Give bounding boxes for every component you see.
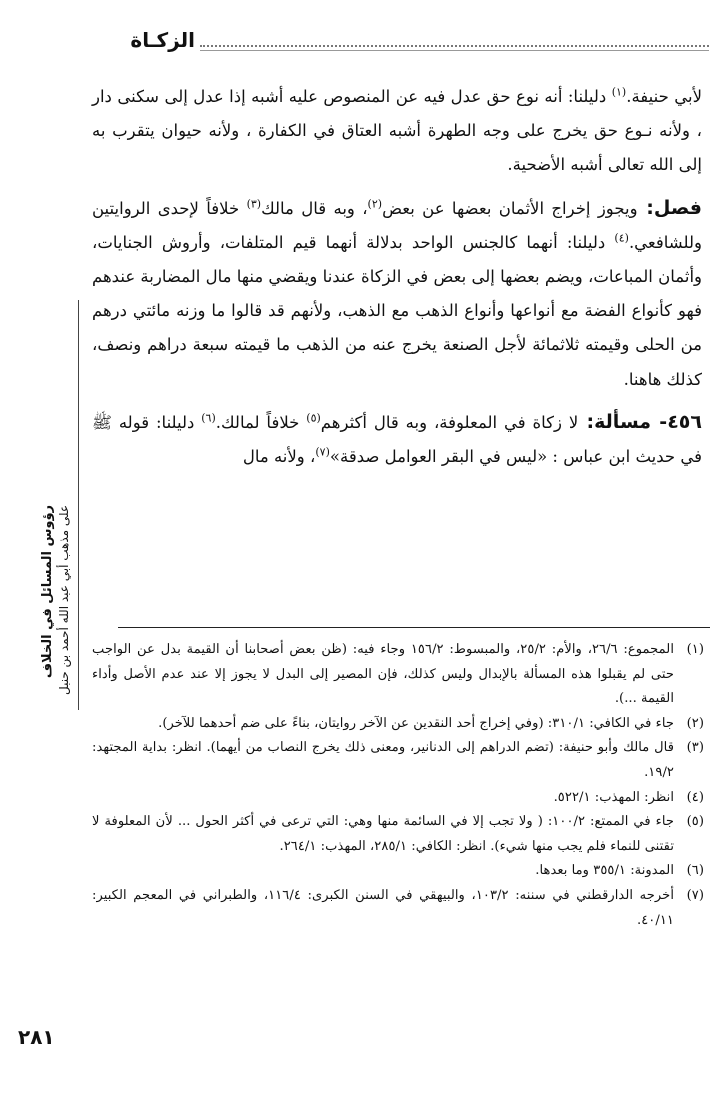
paragraph-text: ، وبه قال مالك: [261, 198, 368, 218]
footnote-text: أخرجه الدارقطني في سننه: ١٠٣/٢، والبيهقي في السنن الكبرى: ١١٦/٤، والطبراني في المعجم الكبير: ٤٠/١١.: [92, 887, 674, 928]
footnote-divider: [118, 627, 710, 628]
footnote-number: (٢): [686, 715, 704, 731]
footnote: [92, 638, 704, 712]
footnote: [92, 810, 704, 859]
page-number: ٢٨١: [18, 1025, 55, 1049]
paragraph-text: خلافاً لإحدى الروايتين وللشافعي.: [92, 198, 702, 252]
paragraph: [92, 191, 702, 397]
running-sidebar: [28, 300, 88, 720]
footnote-text: انظر: المهذب: ٥٢٢/١.: [553, 789, 674, 805]
footnote: [92, 786, 704, 811]
footnote: [92, 736, 704, 785]
paragraph-text: لا زكاة في المعلوفة، وبه قال أكثرهم: [320, 412, 579, 432]
footnote-ref: (٢): [367, 197, 383, 211]
footnote: [92, 884, 704, 933]
footnote-text: جاء في الكافي: ٣١٠/١: (وفي إخراج أحد النقدين عن الآخر روايتان، بناءً على ضم أحدهما للآخر).: [158, 715, 674, 731]
paragraph: [92, 405, 702, 474]
paragraph-text: ويجوز إخراج الأثمان بعضها عن بعض: [382, 198, 638, 218]
header-divider: [200, 45, 709, 47]
footnote-ref: (٣): [246, 197, 262, 211]
footnote-number: (٤): [686, 789, 704, 805]
sidebar-subtitle: على مذهب أبي عبد الله أحمد بن حنبل: [57, 504, 71, 695]
footnote: [92, 712, 704, 737]
sidebar-title: رؤوس المسائل في الخلاف: [40, 504, 55, 679]
paragraph: [92, 80, 702, 183]
footnote-number: (٥): [686, 814, 704, 830]
paragraph-text: لأبي حنيفة.: [626, 87, 702, 106]
footnote-ref: (٧): [315, 445, 330, 459]
section-heading: ٤٥٦- مسألة:: [578, 410, 702, 433]
footnote-text: جاء في الممتع: ١٠٠/٢: ( ولا تجب إلا في السائمة منها وهي: التي ترعى في أكثر الحول ... لأن المعلوفة لا تقتنى للنماء فلم يجب منها شيء). انظر: الكافي: ٢٨٥/١، المهذب: ٢٦٤/١.: [92, 814, 674, 854]
footnote-ref: (٦): [201, 411, 216, 425]
footnote-number: (٣): [686, 740, 704, 756]
paragraph-text: دليلنا: أنه نوع حق عدل فيه عن المنصوص عليه أشبه إذا عدل إلى سكنى دار ، ولأنه نـوع حق يخرج على وجه الطهرة أشبه العتاق في الكفارة ، ولأنه حيوان يتقرب به إلى الله تعالى أشبه الأضحية.: [92, 87, 702, 175]
paragraph-text: ، ولأنه مال: [242, 447, 316, 467]
section-heading: فصل:: [637, 196, 702, 219]
header-divider-line: [200, 50, 709, 51]
footnotes: [92, 638, 704, 933]
sidebar-book-title: [40, 505, 72, 695]
footnote-text: المدونة: ٣٥٥/١ وما بعدها.: [535, 863, 674, 879]
footnote: [92, 859, 704, 884]
footnote-number: (١): [686, 642, 704, 657]
footnote-number: (٧): [686, 887, 704, 903]
footnote-text: المجموع: ٢٦/٦، والأم: ٢٥/٢، والمبسوط: ١٥٦/٢ وجاء فيه: (ظن بعض أصحابنا أن القيمة بدل عن الواجب حتى لم يقبلوا هذه المسألة بالإبدال وليس كذلك، فإن المصير إلى البدل لا يجوز إلا عند عدم الأصل وأداء القيمة ...).: [92, 642, 674, 707]
footnote-number: (٦): [686, 863, 704, 879]
page-header-title: الزكـاة: [130, 28, 195, 52]
footnote-ref: (٥): [306, 411, 321, 425]
main-text: [92, 80, 702, 474]
paragraph-text: دليلنا: أنهما كالجنس الواحد بدلالة أنهما قيم المتلفات، وأروش الجنايات، وأثمان المباعات، ويضم بعضها إلى بعض في الزكاة عندنا ويقضي منها مال المضاربة عندهم فهو كأنواع الفضة مع أنواعها وأنواع الذهب مع الذهب، ولأنهم قد قالوا ما وزنه مائتي درهم من الحلى وقيمته ثلاثمائة لأجل الصنعة يخرج عنه من الذهب ما قيمته سبعة دراهم ونصف، كذلك هاهنا.: [92, 232, 702, 389]
footnote-text: قال مالك وأبو حنيفة: (تضم الدراهم إلى الدنانير، ومعنى ذلك يخرج النصاب من أيهما). انظر: بداية المجتهد: ١٩/٢.: [92, 740, 674, 780]
paragraph-text: دليلنا: قوله ﷺ في حديث ابن عباس : «ليس في البقر العوامل صدقة»: [92, 412, 702, 467]
footnote-ref: (٤): [614, 231, 629, 245]
sidebar-divider: [78, 300, 79, 710]
footnote-ref: (١): [611, 85, 627, 99]
paragraph-text: خلافاً لمالك.: [215, 412, 307, 432]
